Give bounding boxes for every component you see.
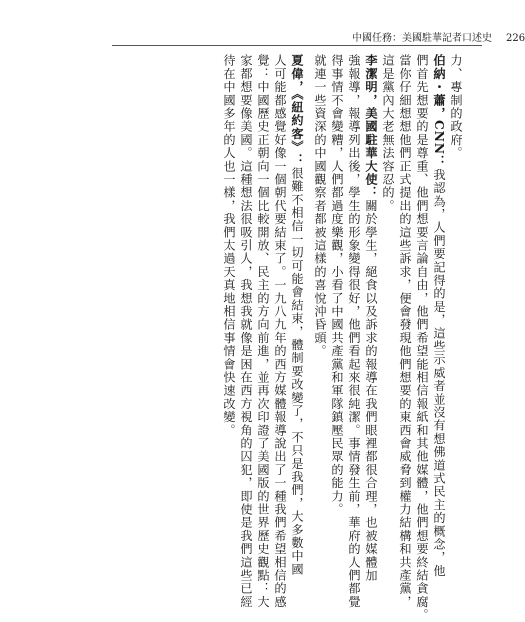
text-column (311, 54, 328, 474)
text-column (413, 54, 430, 622)
text-column (328, 54, 345, 516)
column-text: 這是黨內大老無法容忍的。 (381, 54, 395, 213)
column-text: 我認為，人們要記得的是，這些示威者並沒有想佛道式民主的概念，他 (432, 168, 446, 578)
speaker-label: 李潔明，美國駐華大使： (364, 54, 378, 200)
text-column (396, 54, 413, 609)
column-text: 強報導，報導列出後，學生的形象變得很好，他們看起來很純潔。事情發生前，華府的人們都覺 (347, 54, 361, 609)
speaker-label: 伯納・蕭，CNN： (432, 54, 446, 169)
text-column (254, 54, 271, 609)
vertical-body-text (84, 54, 464, 622)
column-text: 覺：中國歷史正朝向一個比較開放、民主的方向前進，並再次印證了美國版的世界歷史觀點：大 (256, 54, 270, 609)
text-column (271, 54, 288, 609)
text-column (288, 54, 305, 576)
column-text: 就連一些資深的中國觀察者都被這樣的喜悅沖昏頭。 (313, 54, 327, 358)
text-column (362, 54, 379, 583)
text-column (220, 54, 237, 474)
text-column (345, 54, 362, 609)
column-text: 人可能都感覺好像一個朝代要結束了。一九八九年的西方媒體報導說出了一種我們希望相信的感 (273, 54, 287, 609)
column-text: 待在中國多年的人也一樣，我們太過天真地相信事情會快速改變。 (222, 54, 236, 437)
running-header (352, 29, 525, 44)
text-column (237, 54, 254, 609)
book-title: 中國任務：美國駐華記者口述史 (352, 33, 492, 44)
column-text: 很難不相信一切可能會結束，體制要改變了，不只是我們，大多數中國 (290, 166, 304, 576)
text-column (379, 54, 396, 474)
page-number: 226 (506, 33, 525, 44)
column-text: 力、專制的政府。 (449, 54, 463, 160)
column-text: 家都想要像美國。這種想法很吸引人，我想我就像是困在西方視角的囚犯，即使是我們這些已經 (239, 54, 253, 609)
column-text: 們首先想要的是尊重、他們想要言論自由，他們希望能相信報紙和其他媒體，他們想要終結貪腐。 (415, 54, 429, 622)
column-text: 得事情不會變糟，人們都過度樂觀，小看了中國共產黨和軍隊鎮壓民眾的能力。 (330, 54, 344, 516)
column-text: 當你仔細想想他們正式提出的這些訴求，便會發現他們想要的東西會威脅到權力結構和共產黨， (398, 54, 412, 609)
column-text: 關於學生，絕食以及訴求的報導在我們眼裡都很合理，也被媒體加 (364, 199, 378, 583)
speaker-label: 夏偉，《紐約客》： (290, 54, 304, 167)
text-column (447, 54, 464, 474)
header-rule (112, 45, 482, 46)
text-column (430, 54, 447, 578)
